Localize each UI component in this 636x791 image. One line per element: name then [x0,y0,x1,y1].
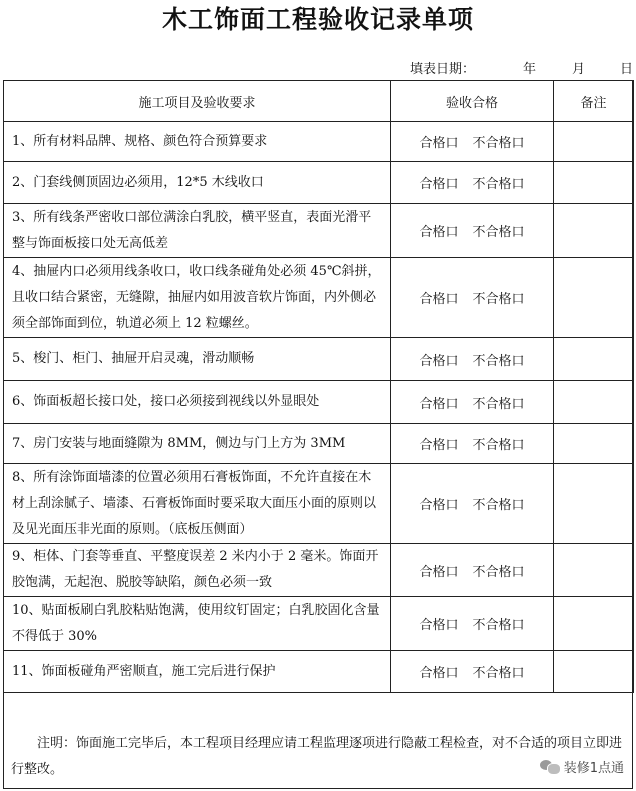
item-requirement: 5、梭门、柜门、抽屉开启灵魂，滑动顺畅 [4,338,391,381]
item-requirement: 4、抽屉内口必须用线条收口，收口线条碰角处必须 45℃斜拼，且收口结合紧密，无缝隙，抽屉内如用波音软片饰面，内外侧必须全部饰面到位，轨道必须上 12 粒螺丝。 [4,258,391,338]
item-requirement: 8、所有涂饰面墙漆的位置必须用石膏板饰面，不允许直接在木材上刮涂腻子、墙漆、石膏板饰面时要采取大面压小面的原则以及见光面压非光面的原则。（底板压侧面） [4,464,391,544]
header-remark: 备注 [554,81,634,122]
remark-cell[interactable] [554,162,634,204]
footer-note-text: 注明：饰面施工完毕后，本工程项目经理应请工程监理逐项进行隐蔽工程检查，对不合适的项目立即进行整改。 [11,736,623,777]
inspection-result [391,424,554,464]
inspection-result [391,381,554,424]
table-row [4,651,634,693]
inspection-result [391,162,554,204]
remark-cell[interactable] [554,464,634,544]
inspection-result [391,258,554,338]
table-row [4,464,634,544]
fail-checkbox[interactable]: 不合格口 [472,666,525,681]
item-requirement: 3、所有线条严密收口部位满涂白乳胶，横平竖直，表面光滑平整与饰面板接口处无高低差 [4,204,391,258]
remark-cell[interactable] [554,381,634,424]
pass-checkbox[interactable]: 合格口 [419,564,459,580]
table-row [4,122,634,162]
inspection-result [391,651,554,693]
fail-checkbox[interactable]: 不合格口 [472,396,525,412]
wechat-icon [540,758,560,774]
header-pass: 验收合格 [391,81,554,122]
item-requirement: 6、饰面板超长接口处，接口必须接到视线以外显眼处 [4,381,391,424]
remark-cell[interactable] [554,651,634,693]
fill-date-day: 日 [620,62,634,77]
pass-checkbox[interactable]: 合格口 [419,438,459,453]
table-row [4,204,634,258]
remark-cell[interactable] [554,204,634,258]
item-requirement: 7、房门安装与地面缝隙为 8MM，侧边与门上方为 3MM [4,424,391,464]
pass-checkbox[interactable]: 合格口 [419,353,459,369]
pass-checkbox[interactable]: 合格口 [419,498,459,513]
table-row [4,338,634,381]
table-row [4,258,634,338]
item-requirement: 11、饰面板碰角严密顺直，施工完后进行保护 [4,651,391,693]
table-row [4,381,634,424]
pass-checkbox[interactable]: 合格口 [419,136,459,151]
pass-checkbox[interactable]: 合格口 [419,177,459,192]
remark-cell[interactable] [554,424,634,464]
inspection-result [391,122,554,162]
fail-checkbox[interactable]: 不合格口 [472,564,525,580]
fail-checkbox[interactable]: 不合格口 [472,225,525,240]
fail-checkbox[interactable]: 不合格口 [472,292,525,307]
remark-cell[interactable] [554,597,634,651]
remark-cell[interactable] [554,544,634,597]
pass-checkbox[interactable]: 合格口 [419,225,459,240]
table-row [4,597,634,651]
table-header-row [4,81,634,122]
inspection-result [391,597,554,651]
fill-date-year: 年 [523,62,537,77]
fail-checkbox[interactable]: 不合格口 [472,498,525,513]
watermark [540,755,624,777]
inspection-table [3,80,634,693]
fill-date-line [410,60,636,80]
item-requirement: 1、所有材料品牌、规格、颜色符合预算要求 [4,122,391,162]
inspection-result [391,204,554,258]
remark-cell[interactable] [554,122,634,162]
fail-checkbox[interactable]: 不合格口 [472,438,525,453]
item-requirement: 2、门套线侧顶固边必须用，12*5 木线收口 [4,162,391,204]
table-row [4,424,634,464]
page-title: 木工饰面工程验收记录单项 [161,5,474,34]
inspection-result [391,338,554,381]
fail-checkbox[interactable]: 不合格口 [472,136,525,151]
fail-checkbox[interactable]: 不合格口 [472,353,525,369]
inspection-result [391,464,554,544]
item-requirement: 10、贴面板刷白乳胶粘贴饱满，使用纹钉固定；白乳胶固化含量不得低于 30% [4,597,391,651]
table-row [4,162,634,204]
fail-checkbox[interactable]: 不合格口 [472,177,525,192]
fill-date-month: 月 [572,62,586,77]
pass-checkbox[interactable]: 合格口 [419,618,459,633]
inspection-result [391,544,554,597]
pass-checkbox[interactable]: 合格口 [419,666,459,681]
pass-checkbox[interactable]: 合格口 [419,396,459,412]
remark-cell[interactable] [554,258,634,338]
watermark-text: 装修1点通 [563,760,624,776]
footer-note [3,725,633,789]
table-row [4,544,634,597]
fill-date-label: 填表日期： [410,62,476,77]
remark-cell[interactable] [554,338,634,381]
header-item: 施工项目及验收要求 [4,81,391,122]
item-requirement: 9、柜体、门套等垂直、平整度误差 2 米内小于 2 毫米。饰面开胶饱满，无起泡、脱胶等缺陷，颜色必须一致 [4,544,391,597]
pass-checkbox[interactable]: 合格口 [419,292,459,307]
fail-checkbox[interactable]: 不合格口 [472,618,525,633]
